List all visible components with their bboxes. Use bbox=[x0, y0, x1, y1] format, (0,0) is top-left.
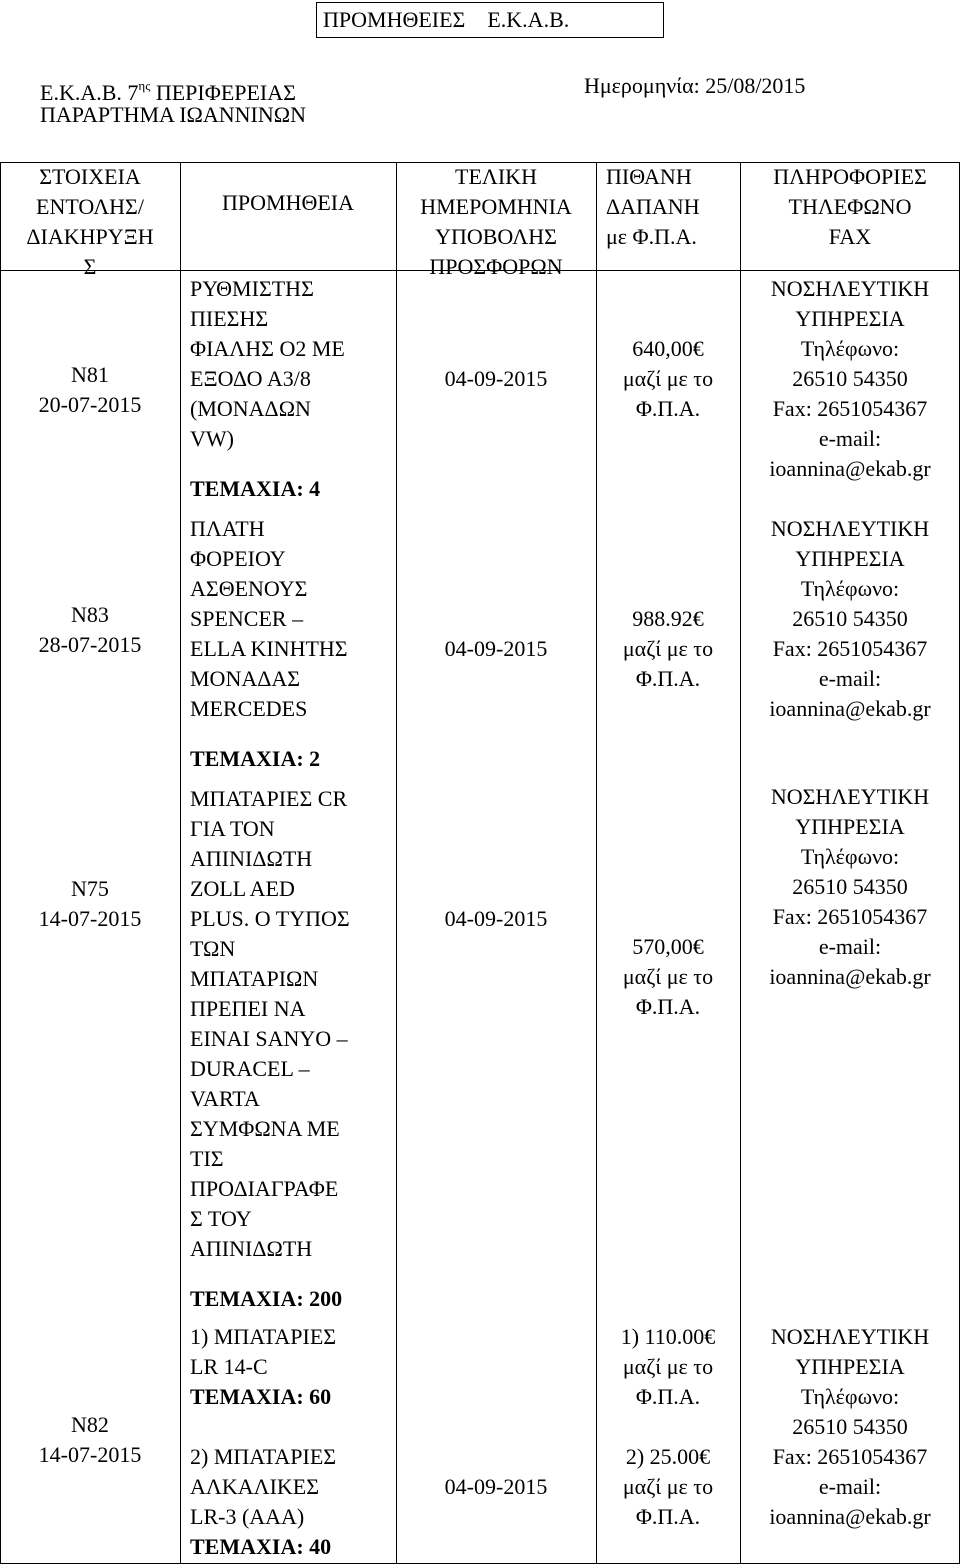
table-row-contact: ΝΟΣΗΛΕΥΤΙΚΗ ΥΠΗΡΕΣΙΑ Τηλέφωνο: 26510 54350 Fax: 2651054367 e-mail: ioannina@ekab.gr bbox=[769, 516, 931, 721]
org-name: Ε.Κ.Α.Β. 7 bbox=[40, 80, 139, 105]
org-region: ΠΕΡΙΦΕΡΕΙΑΣ bbox=[150, 80, 296, 105]
table-row-cost: 988.92€ μαζί με το Φ.Π.Α. bbox=[622, 606, 714, 691]
table-row-deadline: 04-09-2015 bbox=[444, 1474, 548, 1499]
branch-name: ΠΑΡΑΡΤΗΜΑ ΙΩΑΝΝΙΝΩΝ bbox=[40, 102, 306, 127]
table-row-item: ΜΠΑΤΑΡΙΕΣ CR ΓΙΑ ΤΟΝ ΑΠΙΝΙΔΩΤΗ ZOLL AED PLUS. Ο ΤΥΠΟΣ ΤΩΝ ΜΠΑΤΑΡΙΩΝ ΠΡΕΠΕΙ ΝΑ ΕΙΝΑΙ SANYO – DURACEL – VARTA ΣΥΜΦΩΝΑ ΜΕ ΤΙΣ ΠΡΟΔΙΑΓΡΑΦΕ Σ ΤΟΥ ΑΠΙΝΙΔΩΤΗ ΤΕΜΑΧΙΑ: 200 bbox=[190, 786, 350, 1311]
table-row-cost: 570,00€ μαζί με το Φ.Π.Α. bbox=[622, 934, 714, 1019]
org-ordinal-suffix: ης bbox=[138, 78, 151, 93]
col-header-cost: ΠΙΘΑΝΗ ΔΑΠΑΝΗ με Φ.Π.Α. bbox=[606, 164, 700, 249]
table-row-order: Ν82 14-07-2015 bbox=[38, 1412, 142, 1467]
table-row-contact: ΝΟΣΗΛΕΥΤΙΚΗ ΥΠΗΡΕΣΙΑ Τηλέφωνο: 26510 54350 Fax: 2651054367 e-mail: ioannina@ekab.gr bbox=[769, 784, 931, 989]
col-header-info: ΠΛΗΡΟΦΟΡΙΕΣ ΤΗΛΕΦΩΝΟ FAX bbox=[773, 164, 927, 249]
table-row-item: ΠΛΑΤΗ ΦΟΡΕΙΟΥ ΑΣΘΕΝΟΥΣ SPENCER – ELLA ΚΙΝΗΤΗΣ ΜΟΝΑΔΑΣ MERCEDES ΤΕΜΑΧΙΑ: 2 bbox=[190, 516, 348, 771]
table-row-deadline: 04-09-2015 bbox=[444, 906, 548, 931]
table-row-contact: ΝΟΣΗΛΕΥΤΙΚΗ ΥΠΗΡΕΣΙΑ Τηλέφωνο: 26510 54350 Fax: 2651054367 e-mail: ioannina@ekab.gr bbox=[769, 276, 931, 481]
table-row-item: 1) ΜΠΑΤΑΡΙΕΣ LR 14-C ΤΕΜΑΧΙΑ: 60 2) ΜΠΑΤΑΡΙΕΣ ΑΛΚΑΛΙΚΕΣ LR-3 (AAA) ΤΕΜΑΧΙΑ: 40 bbox=[190, 1324, 337, 1559]
table-row-item: ΡΥΘΜΙΣΤΗΣ ΠΙΕΣΗΣ ΦΙΑΛΗΣ Ο2 ΜΕ ΕΞΟΔΟ Α3/8 (ΜΟΝΑΔΩΝ VW) ΤΕΜΑΧΙΑ: 4 bbox=[190, 276, 345, 501]
table-row-contact: ΝΟΣΗΛΕΥΤΙΚΗ ΥΠΗΡΕΣΙΑ Τηλέφωνο: 26510 54350 Fax: 2651054367 e-mail: ioannina@ekab.gr bbox=[769, 1324, 931, 1529]
table-row-cost: 640,00€ μαζί με το Φ.Π.Α. bbox=[622, 336, 714, 421]
table-row-deadline: 04-09-2015 bbox=[444, 636, 548, 661]
table-row-order: Ν83 28-07-2015 bbox=[38, 602, 142, 657]
col-header-item: ΠΡΟΜΗΘΕΙΑ bbox=[222, 190, 354, 215]
table-row-deadline: 04-09-2015 bbox=[444, 366, 548, 391]
col-header-deadline: ΤΕΛΙΚΗ ΗΜΕΡΟΜΗΝΙΑ ΥΠΟΒΟΛΗΣ ΠΡΟΣΦΟΡΩΝ bbox=[420, 164, 572, 279]
table-row-order: Ν75 14-07-2015 bbox=[38, 876, 142, 931]
table-row-cost: 1) 110.00€ μαζί με το Φ.Π.Α. 2) 25.00€ μαζί με το Φ.Π.Α. bbox=[620, 1324, 716, 1529]
table-row-order: Ν81 20-07-2015 bbox=[38, 362, 142, 417]
page-title: ΠΡΟΜΗΘΕΙΕΣ Ε.Κ.Α.Β. bbox=[316, 2, 664, 38]
col-header-order: ΣΤΟΙΧΕΙΑ ΕΝΤΟΛΗΣ/ ΔΙΑΚΗΡΥΞΗ Σ bbox=[26, 164, 154, 279]
document-date: Ημερομηνία: 25/08/2015 bbox=[584, 73, 806, 98]
